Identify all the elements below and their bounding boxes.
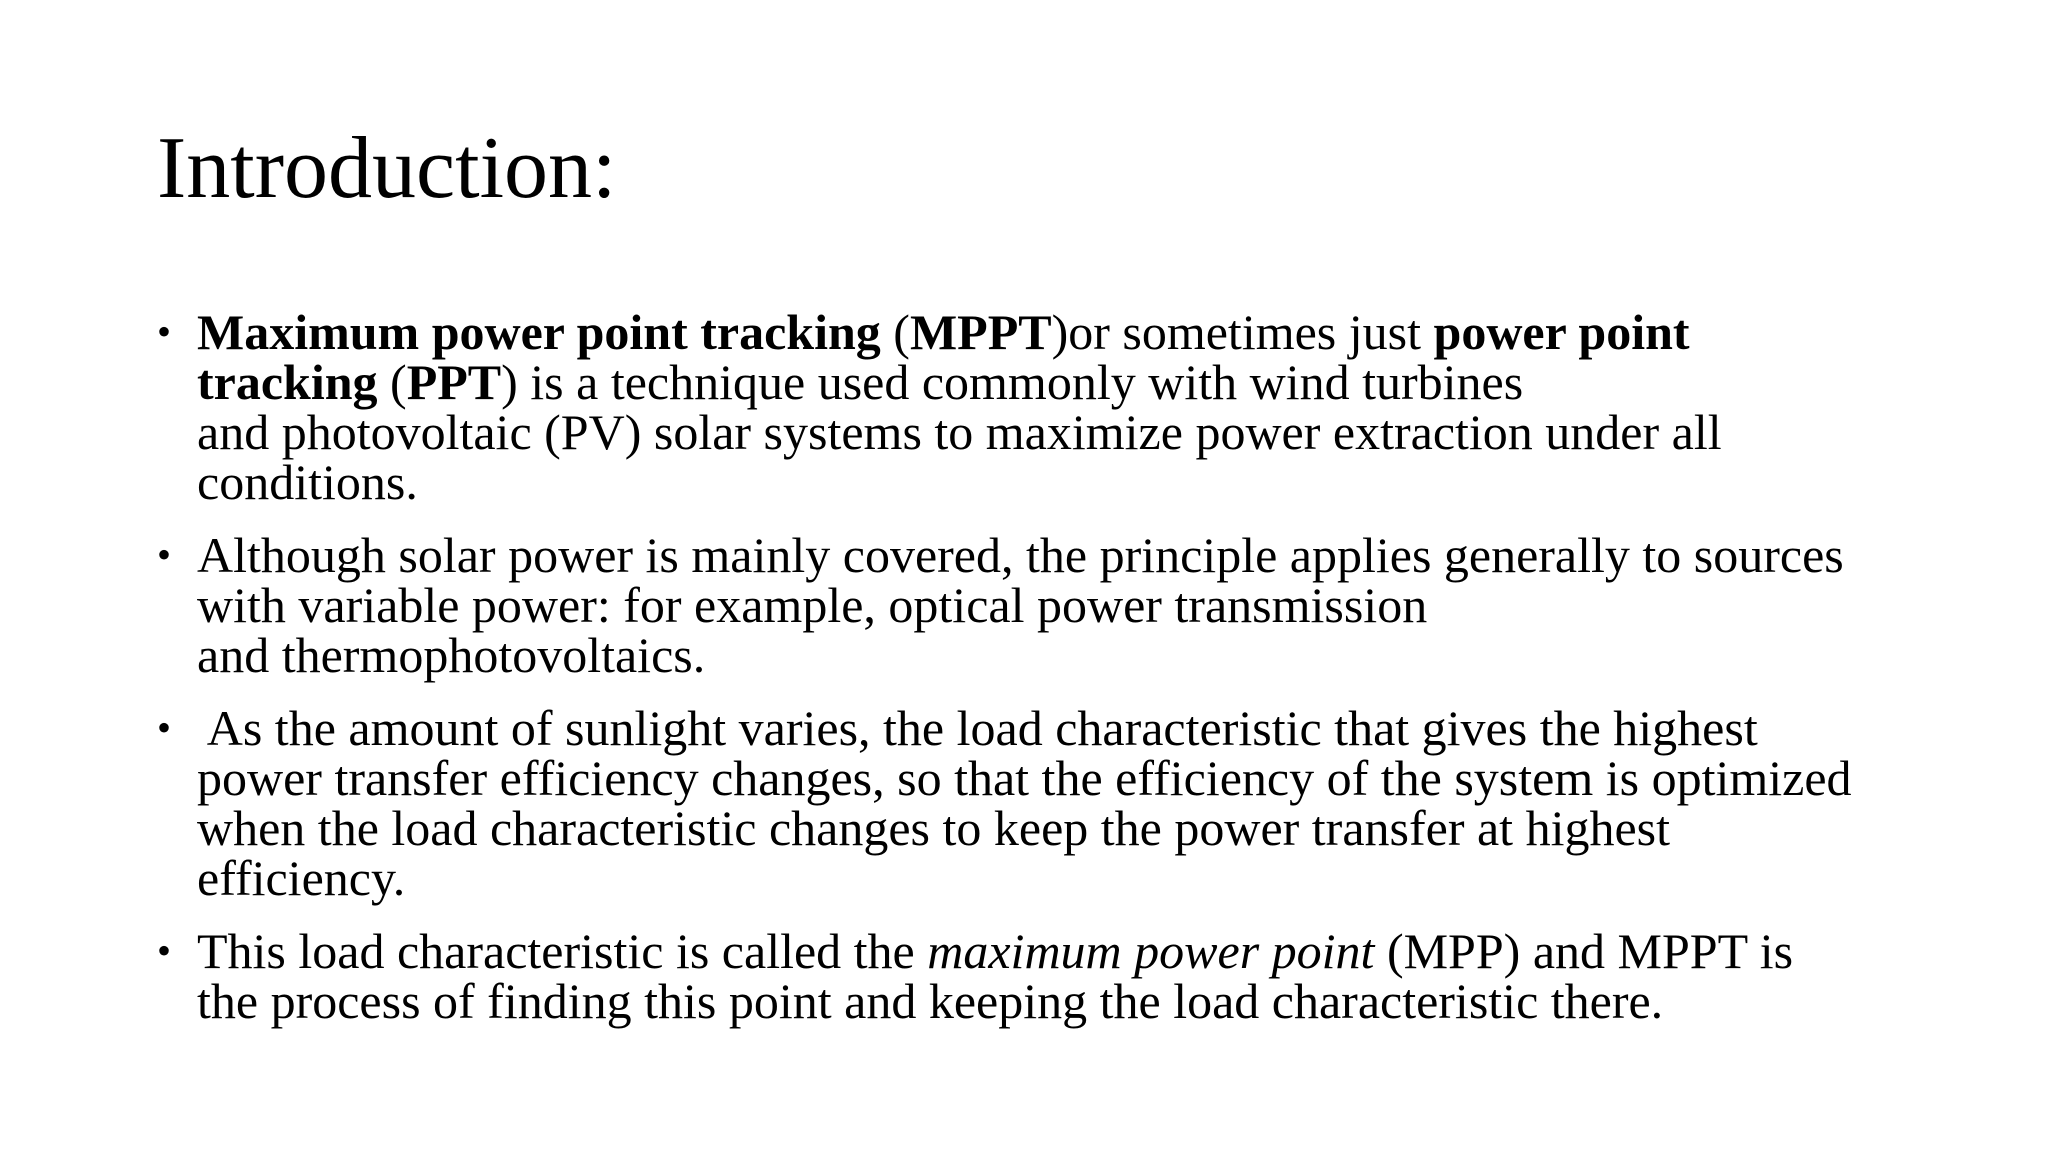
bullet-line: and thermophotovoltaics. xyxy=(197,627,706,683)
bullet-item-general-principle xyxy=(157,527,1937,683)
text-run: ) is a technique used commonly with wind turbines xyxy=(501,354,1524,410)
bullet-line: when the load characteristic changes to keep the power transfer at highest xyxy=(197,800,1670,856)
bullet-line: with variable power: for example, optical power transmission xyxy=(197,577,1428,633)
text-run: This load characteristic is called the xyxy=(197,923,928,979)
bullet-line: the process of finding this point and keeping the load characteristic there. xyxy=(197,973,1664,1029)
slide-title: Introduction: xyxy=(157,120,617,217)
bullet-item-sunlight-variation xyxy=(157,700,1937,906)
bold-term: MPPT xyxy=(909,304,1052,360)
bullet-dot-icon: • xyxy=(157,928,172,973)
text-run: ( xyxy=(880,304,910,360)
bullet-line xyxy=(197,304,1937,360)
bullet-dot-icon: • xyxy=(157,532,172,577)
text-run: )or sometimes just xyxy=(1051,304,1434,360)
bullet-line: Although solar power is mainly covered, the principle applies generally to sources xyxy=(197,527,1844,583)
bold-term: tracking xyxy=(197,354,378,410)
bold-term: power point xyxy=(1433,304,1690,360)
bullet-dot-icon: • xyxy=(157,705,172,750)
bullet-dot-icon: • xyxy=(157,309,172,354)
bold-term: PPT xyxy=(406,354,502,410)
italic-term: maximum power point xyxy=(927,923,1375,979)
bullet-line: and photovoltaic (PV) solar systems to maximize power extraction under all xyxy=(197,404,1722,460)
bullet-list xyxy=(157,304,1937,1049)
bullet-item-mpp-definition xyxy=(157,923,1937,1029)
bullet-line: conditions. xyxy=(197,454,418,510)
bullet-line: power transfer efficiency changes, so that the efficiency of the system is optimized xyxy=(197,750,1852,806)
text-run: ( xyxy=(377,354,407,410)
bullet-line: As the amount of sunlight varies, the load characteristic that gives the highest xyxy=(197,700,1758,756)
text-run: (MPP) and MPPT is xyxy=(1374,923,1794,979)
bullet-item-mppt-definition xyxy=(157,304,1937,510)
bullet-line xyxy=(197,923,1937,979)
bullet-line: efficiency. xyxy=(197,850,406,906)
bold-term: Maximum power point tracking xyxy=(197,304,881,360)
bullet-line xyxy=(197,354,1937,410)
